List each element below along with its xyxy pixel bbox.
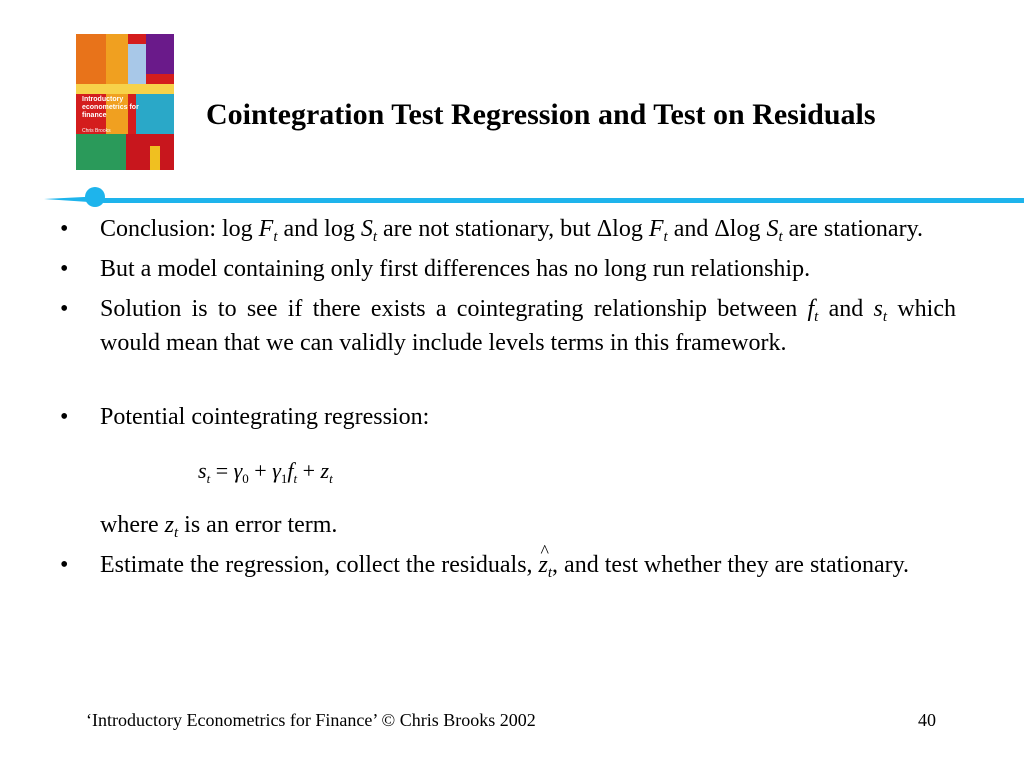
page-number: 40 xyxy=(918,710,936,730)
book-cover-image xyxy=(76,34,174,170)
cover-title: Introductory econometrics for finance xyxy=(82,96,139,119)
bullet-conclusion: • Conclusion: $\log F_t$ and $\log S_t$ are not stationary, but Δlog $F_t$ and Δlog $S_t$ are stationary. xyxy=(58,212,956,246)
bullet-first-differences: • But a model containing only first differences has no long run relationship. xyxy=(58,252,956,286)
regression-equation: $s_t = \gamma_0 + \gamma_1f_t + z_t$ xyxy=(198,458,333,486)
footer-copyright: ‘Introductory Econometrics for Finance’ © Chris Brooks 2002 xyxy=(86,710,536,730)
bullet-solution: • Solution is to see if there exists a cointegrating relationship between $f_t$ and $s_t$ which would mean that we can validly include levels terms in this framework. xyxy=(58,292,956,360)
title-divider xyxy=(44,196,1024,203)
slide-title: Cointegration Test Regression and Test on Residuals xyxy=(206,98,876,131)
bullet-estimate-residuals: • Estimate the regression, collect the residuals, z $\^{}_t$, and test whether they are stationary. xyxy=(58,548,956,582)
bullet-potential-regression: • Potential cointegrating regression: xyxy=(58,400,956,434)
divider-dot xyxy=(85,187,105,207)
where-error-term: where $z_t$ is an error term. xyxy=(100,512,338,541)
cover-author: Chris Brooks xyxy=(82,128,111,134)
slide-body xyxy=(58,212,956,582)
z-hat-symbol: z ^ xyxy=(539,548,548,582)
